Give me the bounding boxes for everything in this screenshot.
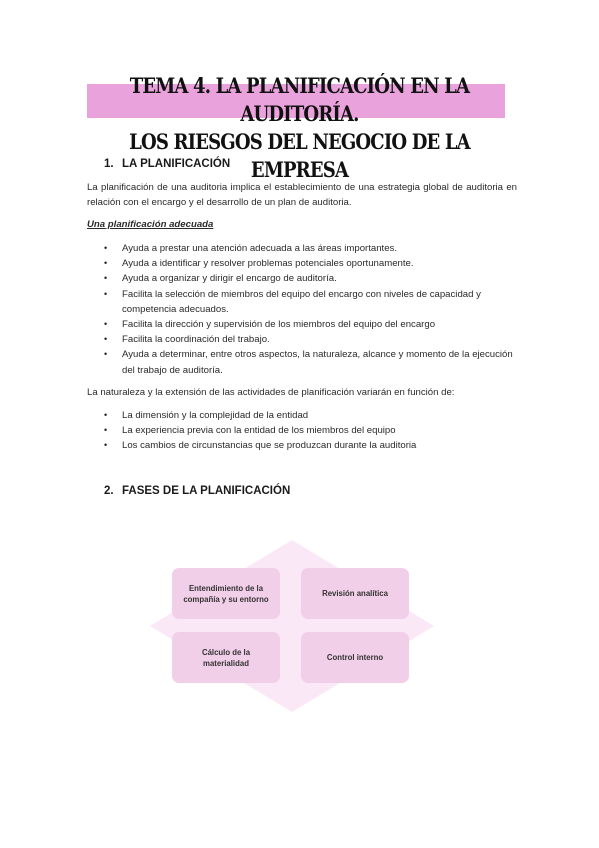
list-item: • Ayuda a identificar y resolver problemas potenciales oportunamente. [87,256,519,271]
phase-box-materialidad: Cálculo de la materialidad [172,632,280,683]
section-2-number: 2. [104,485,114,497]
title-line-2: LOS RIESGOS DEL NEGOCIO DE LA EMPRESA [129,129,470,182]
list-item: • Facilita la coordinación del trabajo. [87,332,519,347]
section-1-intro: La planificación de una auditoria implica el establecimiento de una estrategia global de auditoria en relación con el encargo y el desarrollo de un plan de auditoria. [87,182,517,208]
phase-box-control-interno: Control interno [301,632,409,683]
list-item: • Los cambios de circunstancias que se produzcan durante la auditoria [87,438,519,453]
phase-box-revision-analitica: Revisión analítica [301,568,409,619]
list-item: • Facilita la selección de miembros del equipo del encargo con niveles de capacidad y competencia adecuados. [87,287,519,317]
section-1-subheading: Una planificación adecuada [87,219,214,230]
section-1-number: 1. [104,158,114,170]
title-line-1: TEMA 4. LA PLANIFICACIÓN EN LA AUDITORÍA. [129,73,470,126]
list-item: • La dimensión y la complejidad de la entidad [87,408,519,423]
section-1-title: LA PLANIFICACIÓN [122,158,231,170]
benefits-list [87,241,519,378]
section-1-heading [104,158,230,170]
list-item: • La experiencia previa con la entidad de los miembros del equipo [87,423,519,438]
factors-intro: La naturaleza y la extensión de las actividades de planificación variarán en función de: [87,387,455,398]
list-item: • Ayuda a determinar, entre otros aspectos, la naturaleza, alcance y momento de la ejecución del trabajo de auditoría. [87,347,519,377]
phase-box-entendimiento: Entendimiento de la compañía y su entorno [172,568,280,619]
list-item: • Facilita la dirección y supervisión de los miembros del equipo del encargo [87,317,519,332]
section-2-title: FASES DE LA PLANIFICACIÓN [122,485,291,497]
planning-phases-diagram [150,540,440,715]
factors-list [87,408,519,454]
list-item: • Ayuda a organizar y dirigir el encargo de auditoría. [87,271,519,286]
section-2-heading [104,485,290,497]
list-item: • Ayuda a prestar una atención adecuada a las áreas importantes. [87,241,519,256]
diamond-background [150,540,440,715]
